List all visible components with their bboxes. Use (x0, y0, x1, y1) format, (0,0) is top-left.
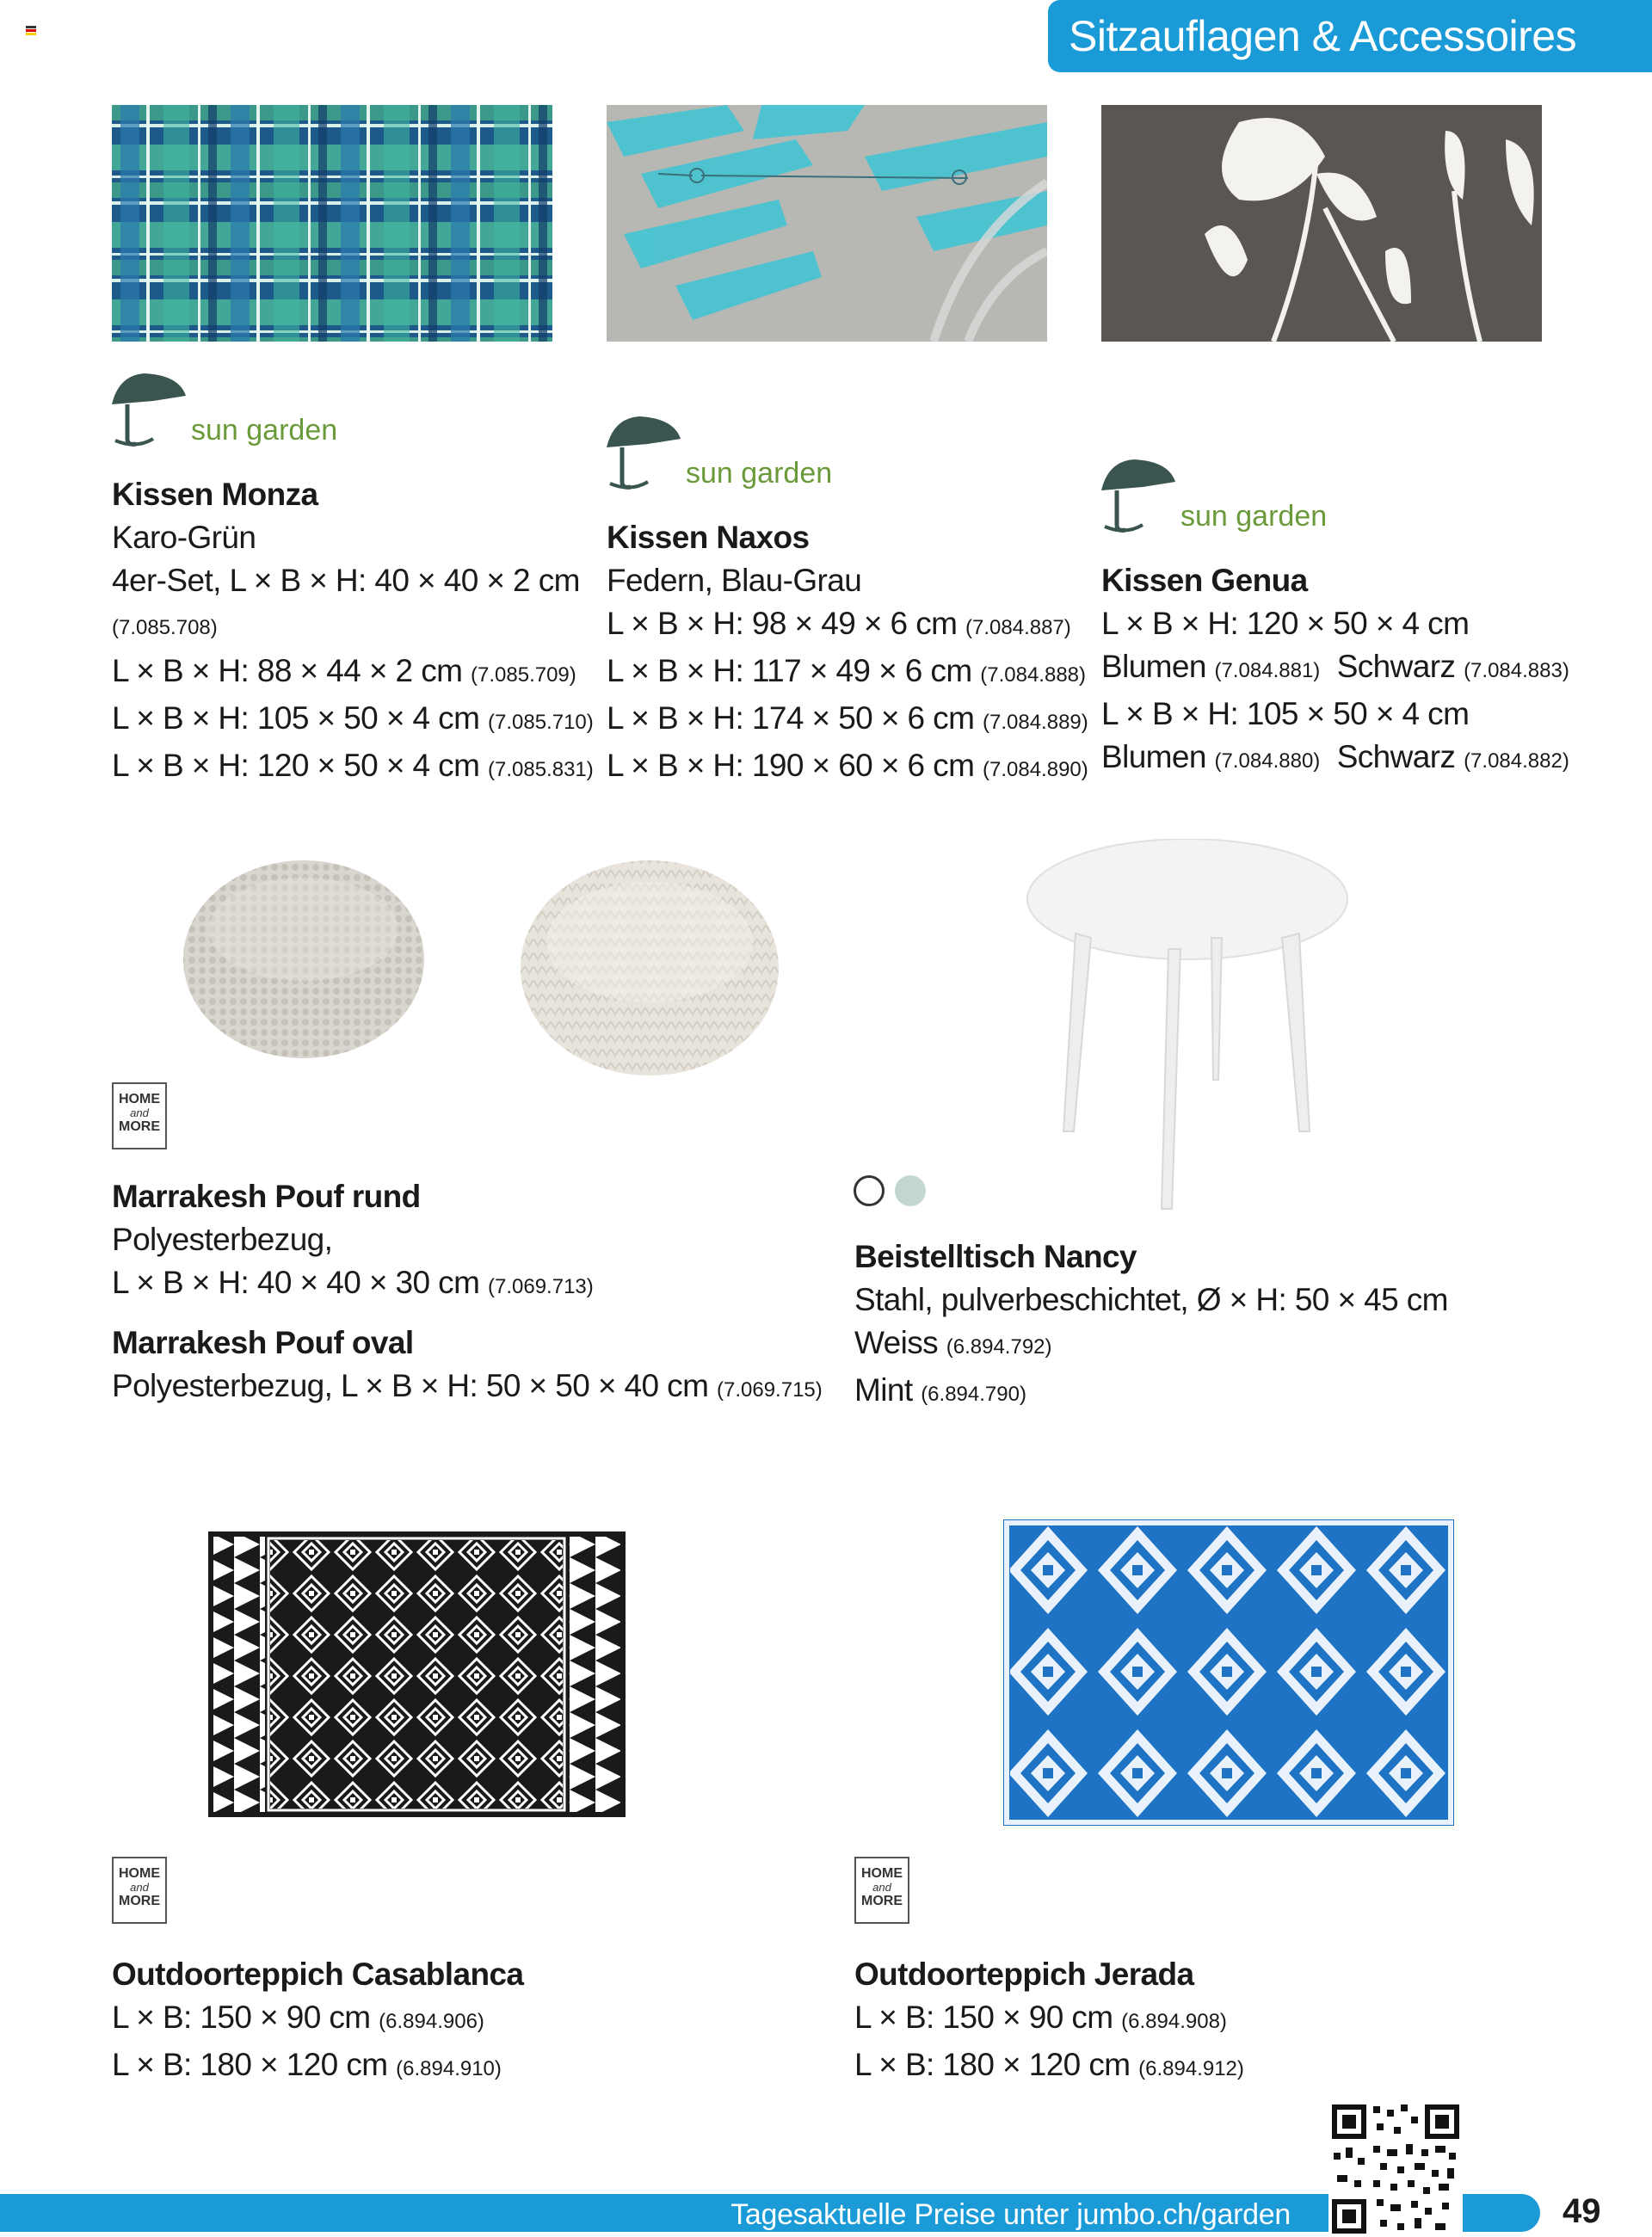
color-options (854, 1175, 926, 1206)
page-title: Sitzauflagen & Accessoires (1048, 0, 1652, 72)
sun-garden-logo (1100, 456, 1327, 535)
umbrella-icon (110, 370, 188, 449)
product-title: Marrakesh Pouf rund (112, 1179, 421, 1214)
product-line: L × B × H: 120 × 50 × 4 cm (7.085.831) (112, 748, 594, 783)
product-line: L × B × H: 174 × 50 × 6 cm (7.084.889) (607, 700, 1088, 736)
product-line: L × B: 150 × 90 cm (6.894.906) (112, 2000, 484, 2035)
product-beistelltisch-nancy (854, 1236, 1448, 1416)
product-title: Marrakesh Pouf oval (112, 1325, 414, 1360)
home-and-more-logo: HOME and MORE (854, 1857, 909, 1924)
product-line: Blumen (7.084.880) Schwarz (7.084.882) (1101, 739, 1569, 774)
sun-garden-label: sun garden (191, 414, 338, 447)
home-and-more-logo: HOME and MORE (112, 1082, 167, 1149)
color-swatch-weiss[interactable] (854, 1175, 885, 1206)
product-kissen-monza (112, 473, 594, 792)
pouf-oval-image (516, 856, 783, 1080)
product-line: L × B: 180 × 120 cm (6.894.912) (854, 2047, 1244, 2082)
pouf-rund-image (176, 852, 435, 1067)
product-line: L × B × H: 105 × 50 × 4 cm (1101, 696, 1470, 731)
page-number: 49 (1563, 2192, 1601, 2230)
color-swatch-mint[interactable] (895, 1175, 926, 1206)
footer-link-text[interactable]: Tagesaktuelle Preise unter jumbo.ch/garden (730, 2198, 1291, 2231)
product-line: Blumen (7.084.881) Schwarz (7.084.883) (1101, 649, 1569, 684)
product-line: Stahl, pulverbeschichtet, Ø × H: 50 × 45 cm (854, 1282, 1448, 1317)
product-title: Beistelltisch Nancy (854, 1239, 1137, 1274)
product-line: L × B × H: 120 × 50 × 4 cm (1101, 606, 1470, 641)
kissen-monza-swatch-image (112, 105, 552, 342)
product-line: L × B: 150 × 90 cm (6.894.908) (854, 2000, 1227, 2035)
product-title: Outdoorteppich Jerada (854, 1957, 1194, 1992)
product-line: L × B × H: 88 × 44 × 2 cm (7.085.709) (112, 653, 576, 688)
product-title: Kissen Naxos (607, 520, 810, 555)
sun-garden-logo (605, 413, 832, 492)
product-line: L × B × H: 117 × 49 × 6 cm (7.084.888) (607, 653, 1087, 688)
product-outdoorteppich-jerada (854, 1953, 1244, 2091)
product-line: 4er-Set, L × B × H: 40 × 40 × 2 cm (112, 563, 580, 598)
sun-garden-logo (110, 370, 337, 449)
qr-code-icon[interactable] (1328, 2101, 1463, 2237)
umbrella-icon (605, 413, 682, 492)
product-title: Outdoorteppich Casablanca (112, 1957, 524, 1992)
product-line: L × B × H: 190 × 60 × 6 cm (7.084.890) (607, 748, 1088, 783)
product-line: Polyesterbezug, L × B × H: 50 × 50 × 40 cm (7.069.715) (112, 1368, 823, 1403)
sun-garden-label: sun garden (686, 457, 833, 490)
product-kissen-genua (1101, 559, 1569, 783)
product-outdoorteppich-casablanca (112, 1953, 523, 2091)
product-kissen-naxos (607, 516, 1088, 792)
sun-garden-label: sun garden (1180, 500, 1328, 533)
product-line: L × B × H: 98 × 49 × 6 cm (7.084.887) (607, 606, 1071, 641)
product-line: (7.085.708) (112, 616, 218, 639)
beistelltisch-nancy-image (1024, 839, 1351, 1217)
product-line: Federn, Blau-Grau (607, 563, 862, 598)
product-pouf-rund (112, 1175, 594, 1309)
product-line: Karo-Grün (112, 520, 256, 555)
kissen-naxos-swatch-image (607, 105, 1047, 342)
umbrella-icon (1100, 456, 1177, 535)
product-line: Mint (6.894.790) (854, 1372, 1026, 1408)
product-line: Polyesterbezug, (112, 1222, 333, 1257)
outdoorteppich-casablanca-image (208, 1531, 626, 1817)
product-pouf-oval (112, 1322, 823, 1412)
product-line: L × B: 180 × 120 cm (6.894.910) (112, 2047, 502, 2082)
home-and-more-logo: HOME and MORE (112, 1857, 167, 1924)
product-line: Weiss (6.894.792) (854, 1325, 1052, 1360)
language-flag-icon (26, 26, 36, 34)
kissen-genua-swatch-image (1101, 105, 1542, 342)
product-title: Kissen Genua (1101, 563, 1308, 598)
product-line: L × B × H: 40 × 40 × 30 cm (7.069.713) (112, 1265, 594, 1300)
outdoorteppich-jerada-image (1003, 1519, 1454, 1826)
product-line: L × B × H: 105 × 50 × 4 cm (7.085.710) (112, 700, 594, 736)
product-title: Kissen Monza (112, 477, 318, 512)
